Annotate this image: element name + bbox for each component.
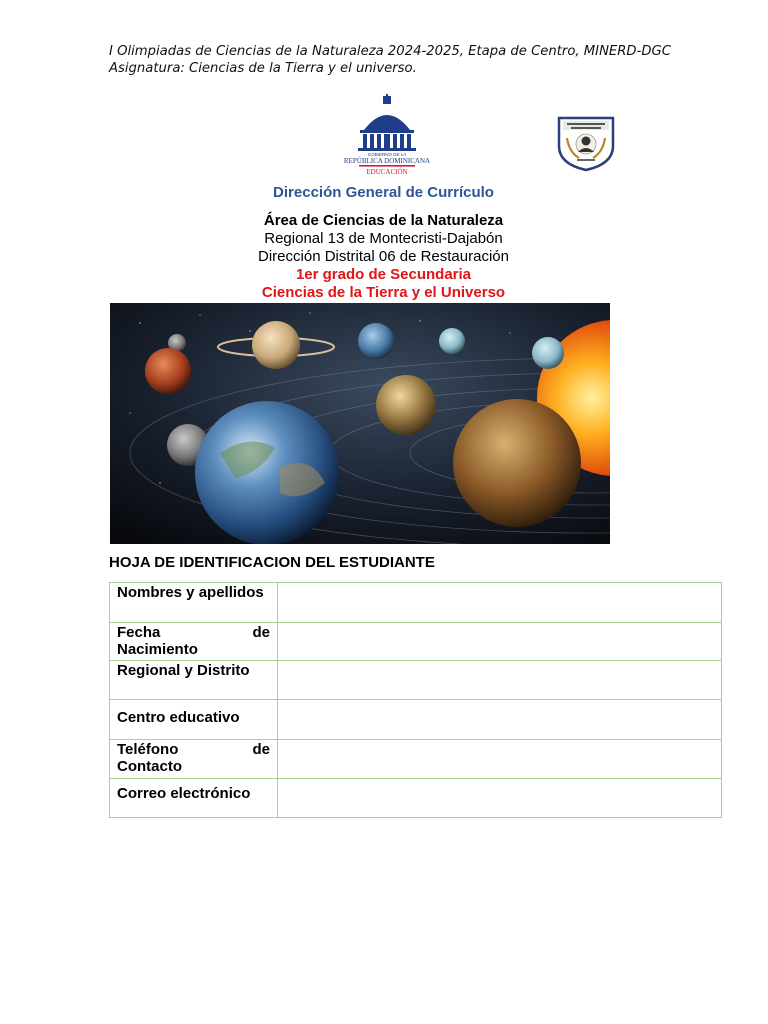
gov-logo-line2: REPÚBLICA DOMINICANA — [343, 157, 431, 165]
label-correo: Correo electrónico — [110, 779, 278, 818]
government-logo — [326, 94, 448, 176]
label-telefono-b: de — [252, 741, 270, 758]
table-row — [110, 661, 722, 700]
solar-system-image — [110, 303, 610, 544]
value-correo[interactable] — [278, 779, 722, 818]
label-telefono-c: Contacto — [117, 758, 182, 775]
value-telefono-contacto[interactable] — [278, 740, 722, 779]
form-title: HOJA DE IDENTIFICACION DEL ESTUDIANTE — [109, 554, 435, 571]
subject-line: Ciencias de la Tierra y el Universo — [261, 284, 506, 301]
grade-line: 1er grado de Secundaria — [295, 266, 472, 283]
label-regional-distrito: Regional y Distrito — [110, 661, 278, 700]
value-centro-educativo[interactable] — [278, 700, 722, 740]
label-centro-educativo: Centro educativo — [110, 700, 278, 740]
table-row — [110, 623, 722, 661]
school-crest-icon — [553, 112, 619, 172]
value-regional-distrito[interactable] — [278, 661, 722, 700]
value-fecha-nacimiento[interactable] — [278, 623, 722, 661]
direccion-general-title: Dirección General de Currículo — [273, 184, 494, 201]
label-fecha-a: Fecha — [117, 624, 161, 641]
label-fecha-b: de — [252, 624, 270, 641]
header-line-1: I Olimpiadas de Ciencias de la Naturaleza 2024-2025, Etapa de Centro, MINERD-DGC — [109, 44, 671, 59]
table-row — [110, 700, 722, 740]
label-telefono-contacto — [110, 740, 278, 779]
distrital-line: Dirección Distrital 06 de Restauración — [258, 248, 509, 265]
student-identification-table — [109, 582, 722, 818]
value-nombres[interactable] — [278, 583, 722, 623]
header-line-2: Asignatura: Ciencias de la Tierra y el universo. — [109, 61, 417, 76]
table-row — [110, 583, 722, 623]
table-row — [110, 740, 722, 779]
label-fecha-nacimiento — [110, 623, 278, 661]
label-telefono-a: Teléfono — [117, 741, 179, 758]
gov-logo-line1: GOBIERNO DE LA — [367, 152, 407, 157]
gov-logo-line3: EDUCACIÓN — [366, 168, 408, 176]
area-title: Área de Ciencias de la Naturaleza — [263, 212, 504, 229]
label-fecha-c: Nacimiento — [117, 641, 198, 658]
table-row — [110, 779, 722, 818]
regional-line: Regional 13 de Montecristi-Dajabón — [264, 230, 503, 247]
label-nombres: Nombres y apellidos — [110, 583, 278, 623]
